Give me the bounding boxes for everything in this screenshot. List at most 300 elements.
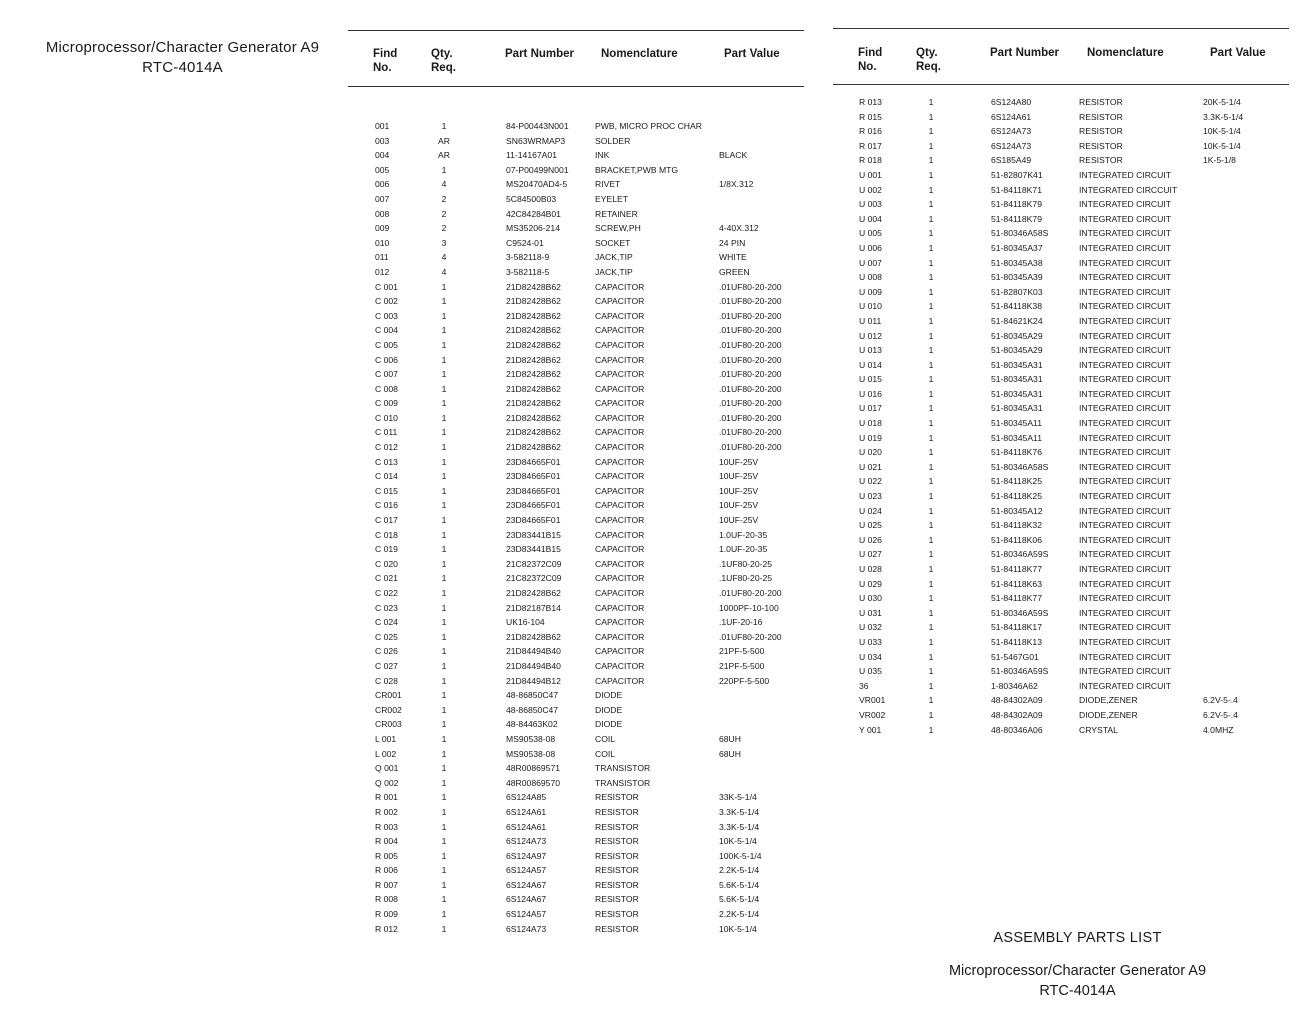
cell-qty: 1 [928, 476, 934, 487]
cell-nomenclature: CRYSTAL [1079, 724, 1118, 735]
cell-part-number: 48-84463K02 [506, 719, 558, 730]
cell-nomenclature: CAPACITOR [595, 544, 645, 555]
cell-nomenclature: RESISTOR [595, 909, 639, 920]
cell-find-no: U 032 [859, 622, 882, 633]
cell-find-no: R 004 [375, 836, 398, 847]
header-part-number: Part Number [990, 47, 1060, 59]
cell-qty: 1 [441, 894, 447, 905]
table-row [348, 820, 804, 835]
cell-nomenclature: INTEGRATED CIRCUIT [1079, 345, 1171, 356]
cell-find-no: 003 [375, 135, 390, 146]
table-row [833, 124, 1289, 139]
cell-part-number: 23D84665F01 [506, 456, 561, 467]
cell-part-number: 51-84118K79 [991, 199, 1042, 210]
cell-find-no: U 021 [859, 461, 882, 472]
cell-nomenclature: PWB, MICRO PROC CHAR [595, 121, 702, 131]
table-header [833, 29, 1289, 84]
cell-nomenclature: RESISTOR [595, 879, 639, 890]
cell-part-number: 51-80346A59S [991, 666, 1049, 677]
cell-nomenclature: INTEGRATED CIRCUIT [1079, 403, 1171, 414]
cell-qty: 1 [441, 806, 447, 817]
cell-part-number: 21D82428B62 [506, 296, 561, 307]
cell-qty: 1 [441, 369, 447, 380]
table-row [833, 635, 1289, 650]
cell-find-no: U 008 [859, 272, 882, 283]
cell-nomenclature: CAPACITOR [595, 339, 645, 350]
cell-part-number: 6S124A57 [506, 865, 547, 876]
table-row [348, 353, 804, 368]
cell-part-number: 51-84118K06 [991, 534, 1042, 545]
cell-nomenclature: INTEGRATED CIRCUIT [1079, 607, 1171, 618]
cell-part-value: 2.2K-5-1/4 [719, 865, 760, 876]
cell-nomenclature: INTEGRATED CIRCUIT [1079, 242, 1171, 253]
cell-part-number: 51-80345A39 [991, 272, 1043, 283]
cell-qty: AR [438, 135, 450, 146]
cell-find-no: C 021 [375, 573, 398, 584]
cell-qty: 1 [441, 748, 447, 759]
cell-nomenclature: CAPACITOR [595, 500, 645, 511]
cell-nomenclature: RESISTOR [1079, 97, 1123, 107]
parts-table-right [833, 28, 1289, 737]
table-row [348, 498, 804, 513]
cell-nomenclature: EYELET [595, 193, 628, 204]
cell-nomenclature: RIVET [595, 179, 621, 190]
header-part-value: Part Value [1210, 47, 1266, 59]
cell-nomenclature: CAPACITOR [595, 558, 645, 569]
table-row [348, 571, 804, 586]
cell-qty: 2 [441, 208, 447, 219]
cell-find-no: R 013 [859, 97, 882, 107]
cell-find-no: R 015 [859, 111, 882, 122]
cell-nomenclature: CAPACITOR [595, 485, 645, 496]
cell-part-number: 21D82428B62 [506, 383, 561, 394]
cell-qty: 1 [441, 646, 447, 657]
cell-qty: 1 [928, 432, 934, 443]
cell-part-number: 23D84665F01 [506, 515, 561, 526]
cell-part-number: 6S124A61 [506, 806, 547, 817]
cell-find-no: U 029 [859, 578, 882, 589]
cell-part-number: 51-84118K76 [991, 447, 1042, 458]
cell-part-value: .01UF80-20-200 [719, 427, 782, 438]
cell-part-number: 51-80345A29 [991, 330, 1043, 341]
cell-part-number: 48-84302A09 [991, 709, 1043, 720]
cell-part-number: 6S124A73 [506, 923, 547, 934]
cell-nomenclature: INTEGRATED CIRCUIT [1079, 651, 1171, 662]
table-row [348, 192, 804, 207]
cell-part-number: 23D84665F01 [506, 471, 561, 482]
cell-qty: 1 [928, 534, 934, 545]
cell-nomenclature: INTEGRATED CIRCUIT [1079, 199, 1171, 210]
cell-part-number: 48-86850C47 [506, 704, 559, 715]
cell-find-no: VR002 [859, 709, 886, 720]
cell-qty: 1 [928, 315, 934, 326]
cell-nomenclature: INTEGRATED CIRCUIT [1079, 680, 1171, 691]
table-row [348, 440, 804, 455]
cell-qty: 1 [928, 403, 934, 414]
table-row [833, 431, 1289, 446]
table-row [348, 790, 804, 805]
cell-find-no: Y 001 [859, 724, 882, 735]
table-row [348, 309, 804, 324]
table-row [833, 518, 1289, 533]
cell-part-number: 48R00869571 [506, 763, 561, 774]
cell-part-value: 6.2V-5-.4 [1203, 709, 1238, 720]
cell-find-no: 009 [375, 223, 390, 234]
cell-part-number: 6S124A73 [991, 140, 1032, 151]
table-row [833, 693, 1289, 708]
cell-find-no: C 001 [375, 281, 398, 292]
cell-nomenclature: CAPACITOR [595, 471, 645, 482]
cell-qty: 1 [928, 549, 934, 560]
cell-nomenclature: RESISTOR [595, 865, 639, 876]
cell-find-no: R 009 [375, 909, 398, 920]
cell-qty: 1 [928, 636, 934, 647]
cell-find-no: R 001 [375, 792, 398, 803]
cell-part-number: 48-84302A09 [991, 695, 1043, 706]
cell-nomenclature: INTEGRATED CIRCUIT [1079, 272, 1171, 283]
cell-part-number: 6S124A73 [991, 126, 1032, 137]
cell-part-number: 51-82807K03 [991, 286, 1043, 297]
table-row [833, 504, 1289, 519]
cell-qty: 1 [928, 461, 934, 472]
cell-part-number: 51-84118K77 [991, 564, 1042, 574]
cell-find-no: CR002 [375, 704, 402, 715]
cell-find-no: U 019 [859, 432, 882, 443]
cell-nomenclature: INK [595, 150, 610, 161]
cell-qty: 1 [441, 733, 447, 744]
cell-qty: 1 [441, 879, 447, 890]
cell-find-no: U 007 [859, 257, 882, 268]
cell-nomenclature: INTEGRATED CIRCUIT [1079, 315, 1171, 326]
cell-nomenclature: RESISTOR [595, 806, 639, 817]
cell-nomenclature: RESISTOR [595, 894, 639, 905]
cell-nomenclature: CAPACITOR [595, 427, 645, 438]
table-row [833, 153, 1289, 168]
cell-qty: 1 [928, 126, 934, 137]
cell-part-value: 4-40X.312 [719, 223, 759, 234]
header-part-value: Part Value [724, 48, 780, 60]
table-row [833, 299, 1289, 314]
cell-qty: 1 [441, 164, 447, 175]
cell-part-value: 10K-5-1/4 [1203, 126, 1241, 137]
cell-nomenclature: SOCKET [595, 237, 631, 248]
cell-nomenclature: INTEGRATED CIRCCUIT [1079, 184, 1178, 195]
cell-find-no: 004 [375, 150, 390, 161]
cell-qty: 1 [928, 345, 934, 356]
cell-qty: 4 [441, 252, 447, 263]
cell-qty: 1 [928, 199, 934, 210]
cell-part-number: 21D82428B62 [506, 427, 561, 438]
cell-find-no: 006 [375, 179, 390, 190]
cell-find-no: 001 [375, 121, 390, 131]
cell-part-number: C9524-01 [506, 237, 544, 248]
cell-find-no: U 014 [859, 359, 882, 370]
cell-find-no: R 008 [375, 894, 398, 905]
table-row [348, 732, 804, 747]
cell-part-value: 21PF-5-500 [719, 660, 765, 671]
table-row [348, 134, 804, 149]
cell-nomenclature: INTEGRATED CIRCUIT [1079, 213, 1171, 224]
cell-part-number: 51-84118K71 [991, 184, 1042, 195]
cell-part-value: 5.6K-5-1/4 [719, 894, 760, 905]
cell-part-number: 3-582118-9 [506, 252, 550, 263]
cell-find-no: R 017 [859, 140, 882, 151]
header-part-number: Part Number [505, 48, 575, 60]
cell-qty: 1 [441, 121, 447, 131]
cell-qty: 3 [441, 237, 447, 248]
cell-part-number: 6S124A80 [991, 97, 1032, 107]
table-row [833, 708, 1289, 723]
cell-part-number: 51-84118K17 [991, 622, 1042, 633]
cell-part-number: 51-80345A31 [991, 403, 1043, 414]
table-row [348, 849, 804, 864]
table-row [348, 630, 804, 645]
cell-part-number: 21D82428B62 [506, 442, 561, 453]
cell-part-number: 51-84118K13 [991, 636, 1042, 647]
cell-part-value: .01UF80-20-200 [719, 442, 782, 453]
cell-find-no: C 017 [375, 515, 398, 526]
cell-qty: 1 [928, 228, 934, 239]
cell-part-value: 1.0UF-20-35 [719, 544, 768, 555]
cell-part-number: 51-80346A59S [991, 607, 1049, 618]
cell-part-number: 51-80346A58S [991, 228, 1049, 239]
cell-part-value: 100K-5-1/4 [719, 850, 762, 861]
cell-part-number: 23D84665F01 [506, 485, 561, 496]
table-header-rule [833, 84, 1289, 85]
cell-nomenclature: DIODE [595, 719, 623, 730]
cell-qty: 1 [441, 310, 447, 321]
cell-nomenclature: DIODE,ZENER [1079, 709, 1138, 720]
cell-part-number: 48-80346A06 [991, 724, 1043, 735]
cell-part-number: 6S124A97 [506, 850, 547, 861]
table-row [348, 892, 804, 907]
cell-part-value: .01UF80-20-200 [719, 339, 782, 350]
cell-nomenclature: INTEGRATED CIRCUIT [1079, 491, 1171, 502]
table-row [348, 907, 804, 922]
cell-qty: 1 [928, 447, 934, 458]
cell-part-number: 42C84284B01 [506, 208, 561, 219]
cell-part-number: 6S124A67 [506, 879, 547, 890]
table-row [348, 148, 804, 163]
table-row [833, 212, 1289, 227]
table-row [833, 489, 1289, 504]
table-row [348, 396, 804, 411]
cell-part-number: 51-80345A38 [991, 257, 1043, 268]
cell-nomenclature: TRANSISTOR [595, 763, 651, 774]
cell-part-value: 10UF-25V [719, 500, 759, 511]
cell-nomenclature: RESISTOR [595, 850, 639, 861]
cell-qty: 1 [441, 456, 447, 467]
table-header-rule [348, 86, 804, 87]
table-row [348, 367, 804, 382]
cell-qty: 1 [441, 719, 447, 730]
cell-qty: 1 [441, 485, 447, 496]
cell-part-number: 6S124A57 [506, 909, 547, 920]
cell-find-no: C 022 [375, 588, 398, 598]
cell-find-no: C 019 [375, 544, 398, 555]
cell-find-no: 011 [375, 252, 389, 263]
cell-qty: 1 [928, 257, 934, 268]
cell-nomenclature: INTEGRATED CIRCUIT [1079, 578, 1171, 589]
cell-part-number: 21D84494B12 [506, 675, 561, 686]
cell-part-value: 33K-5-1/4 [719, 792, 757, 803]
cell-nomenclature: RESISTOR [595, 821, 639, 832]
cell-part-value: 20K-5-1/4 [1203, 97, 1241, 107]
cell-part-number: 21D84494B40 [506, 646, 561, 657]
cell-nomenclature: CAPACITOR [595, 325, 645, 336]
table-row [833, 445, 1289, 460]
cell-part-number: 6S185A49 [991, 155, 1032, 166]
cell-part-number: 6S124A61 [506, 821, 547, 832]
header-qty-req: Qty. Req. [431, 48, 456, 74]
table-row [833, 401, 1289, 416]
cell-part-number: 51-84118K63 [991, 578, 1042, 589]
cell-find-no: C 025 [375, 631, 398, 642]
cell-part-value: .1UF80-20-25 [719, 558, 773, 569]
cell-qty: 4 [441, 179, 447, 190]
table-row [833, 314, 1289, 329]
table-row [833, 139, 1289, 154]
document-title-line1: Microprocessor/Character Generator A9 [45, 39, 320, 56]
cell-part-number: MS90538-08 [506, 748, 556, 759]
cell-qty: 1 [441, 704, 447, 715]
cell-part-value: 1000PF-10-100 [719, 602, 779, 613]
table-row [833, 723, 1289, 738]
table-row [348, 922, 804, 937]
cell-nomenclature: RESISTOR [1079, 155, 1123, 166]
cell-find-no: L 001 [375, 733, 397, 744]
table-row [833, 562, 1289, 577]
cell-nomenclature: CAPACITOR [595, 602, 645, 613]
cell-nomenclature: INTEGRATED CIRCUIT [1079, 564, 1171, 574]
cell-part-number: 23D83441B15 [506, 544, 561, 555]
header-nomenclature: Nomenclature [1087, 47, 1164, 59]
cell-part-value: .01UF80-20-200 [719, 369, 782, 380]
cell-nomenclature: CAPACITOR [595, 646, 645, 657]
cell-nomenclature: RESISTOR [595, 836, 639, 847]
cell-nomenclature: CAPACITOR [595, 310, 645, 321]
cell-part-value: 10UF-25V [719, 515, 759, 526]
cell-nomenclature: INTEGRATED CIRCUIT [1079, 330, 1171, 341]
table-row [833, 372, 1289, 387]
cell-part-number: 3-582118-5 [506, 266, 550, 277]
cell-find-no: U 005 [859, 228, 882, 239]
cell-part-value: 68UH [719, 733, 741, 744]
cell-find-no: U 012 [859, 330, 882, 341]
cell-nomenclature: INTEGRATED CIRCUIT [1079, 257, 1171, 268]
cell-part-number: 21D82428B62 [506, 354, 561, 365]
table-row [348, 688, 804, 703]
cell-part-number: 21D84494B40 [506, 660, 561, 671]
cell-qty: 1 [928, 651, 934, 662]
table-row [348, 542, 804, 557]
table-row [833, 183, 1289, 198]
cell-qty: 1 [928, 564, 934, 574]
cell-find-no: L 002 [375, 748, 397, 759]
cell-nomenclature: INTEGRATED CIRCUIT [1079, 476, 1171, 487]
cell-find-no: U 016 [859, 388, 882, 399]
cell-find-no: U 018 [859, 418, 882, 429]
cell-find-no: C 014 [375, 471, 398, 482]
cell-part-value: 10K-5-1/4 [719, 923, 757, 934]
cell-qty: 1 [928, 97, 934, 107]
cell-find-no: C 023 [375, 602, 398, 613]
cell-part-number: 51-80345A31 [991, 374, 1043, 385]
cell-part-number: 21D82428B62 [506, 310, 561, 321]
cell-qty: 1 [928, 242, 934, 253]
cell-part-value: WHITE [719, 252, 747, 263]
cell-qty: 1 [441, 777, 447, 788]
cell-find-no: C 007 [375, 369, 398, 380]
cell-qty: 1 [441, 412, 447, 423]
table-row [348, 280, 804, 295]
cell-part-number: 6S124A61 [991, 111, 1032, 122]
cell-find-no: Q 001 [375, 763, 399, 774]
cell-nomenclature: RETAINER [595, 208, 638, 219]
table-row [348, 513, 804, 528]
cell-nomenclature: INTEGRATED CIRCUIT [1079, 447, 1171, 458]
cell-qty: 1 [928, 680, 934, 691]
cell-part-value: 68UH [719, 748, 741, 759]
cell-nomenclature: JACK,TIP [595, 266, 633, 277]
cell-find-no: U 006 [859, 242, 882, 253]
cell-part-number: 6S124A67 [506, 894, 547, 905]
cell-nomenclature: JACK,TIP [595, 252, 633, 263]
cell-part-value: 3.3K-5-1/4 [719, 806, 760, 817]
cell-qty: 1 [441, 471, 447, 482]
table-row [833, 343, 1289, 358]
cell-find-no: U 033 [859, 636, 882, 647]
table-row [348, 469, 804, 484]
cell-find-no: U 023 [859, 491, 882, 502]
cell-find-no: VR001 [859, 695, 886, 706]
cell-qty: 1 [441, 500, 447, 511]
cell-nomenclature: RESISTOR [1079, 140, 1123, 151]
cell-qty: 1 [928, 213, 934, 224]
cell-nomenclature: CAPACITOR [595, 617, 645, 628]
cell-qty: 1 [441, 515, 447, 526]
table-row [833, 591, 1289, 606]
cell-find-no: U 027 [859, 549, 882, 560]
cell-part-number: 23D83441B15 [506, 529, 561, 540]
cell-part-number: 6S124A85 [506, 792, 547, 803]
table-row [833, 577, 1289, 592]
cell-part-value: 1.0UF-20-35 [719, 529, 768, 540]
table-row [833, 226, 1289, 241]
cell-nomenclature: INTEGRATED CIRCUIT [1079, 286, 1171, 297]
cell-qty: 1 [441, 836, 447, 847]
cell-part-number: 48-86850C47 [506, 690, 559, 701]
cell-part-number: 21D82428B62 [506, 412, 561, 423]
table-row [348, 411, 804, 426]
table-row [833, 168, 1289, 183]
cell-part-number: 51-84118K25 [991, 491, 1042, 502]
cell-qty: 1 [928, 272, 934, 283]
cell-find-no: U 017 [859, 403, 882, 414]
cell-part-number: 51-5467G01 [991, 651, 1039, 662]
table-row [348, 834, 804, 849]
cell-nomenclature: INTEGRATED CIRCUIT [1079, 505, 1171, 516]
cell-qty: 1 [441, 427, 447, 438]
cell-nomenclature: CAPACITOR [595, 631, 645, 642]
cell-qty: 1 [928, 286, 934, 297]
cell-nomenclature: INTEGRATED CIRCUIT [1079, 534, 1171, 545]
cell-qty: 1 [928, 622, 934, 633]
cell-find-no: C 018 [375, 529, 398, 540]
cell-nomenclature: INTEGRATED CIRCUIT [1079, 169, 1171, 180]
cell-find-no: C 027 [375, 660, 398, 671]
cell-qty: 1 [928, 505, 934, 516]
